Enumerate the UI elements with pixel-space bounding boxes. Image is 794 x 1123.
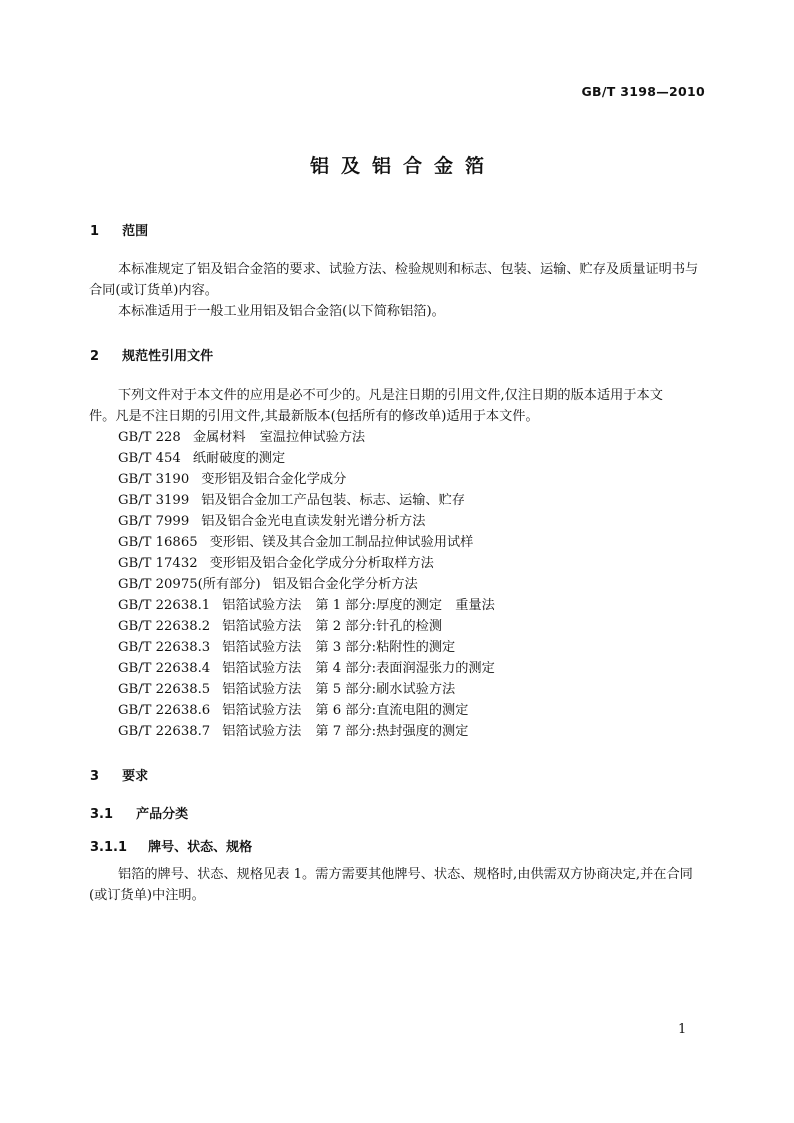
reference-item [118, 532, 487, 553]
reference-item [118, 679, 455, 700]
subsection-3-1-1-heading [90, 836, 252, 855]
reference-code: GB/T 7999 [118, 514, 190, 529]
reference-title: 变形铝及铝合金化学成分分析取样方法 [209, 556, 434, 571]
reference-item [118, 469, 360, 490]
reference-code: GB/T 22638.5 [118, 682, 211, 697]
section-number: 3.1 [90, 807, 114, 822]
reference-subtitle: 第 2 部分:针孔的检测 [315, 619, 443, 634]
reference-title: 铝箔试验方法 [222, 682, 302, 697]
reference-item [118, 574, 432, 595]
section-2-heading [90, 345, 213, 364]
section-number: 3.1.1 [90, 840, 128, 855]
section-title: 牌号、状态、规格 [148, 840, 253, 855]
reference-item [118, 595, 495, 616]
paragraph-line: 下列文件对于本文件的应用是必不可少的。凡是注日期的引用文件,仅注日期的版本适用于本文 [118, 388, 663, 403]
reference-code: GB/T 22638.4 [118, 661, 211, 676]
reference-title: 铝及铝合金化学分析方法 [272, 577, 418, 592]
reference-subtitle: 第 3 部分:粘附性的测定 [315, 640, 456, 655]
reference-item [118, 700, 468, 721]
section-title: 规范性引用文件 [122, 349, 214, 364]
reference-title: 铝箔试验方法 [222, 619, 302, 634]
paragraph-line: 铝箔的牌号、状态、规格见表 1。需方需要其他牌号、状态、规格时,由供需双方协商决定,并在合同 [118, 867, 693, 882]
reference-title: 铝及铝合金光电直读发射光谱分析方法 [201, 514, 426, 529]
reference-title: 铝箔试验方法 [222, 661, 302, 676]
reference-code: GB/T 228 [118, 430, 181, 445]
paragraph-line: 本标准适用于一般工业用铝及铝合金箔(以下简称铝箔)。 [118, 304, 445, 319]
reference-subtitle: 第 4 部分:表面润湿张力的测定 [315, 661, 495, 676]
section-number: 1 [90, 224, 100, 239]
reference-title: 金属材料 [192, 430, 246, 445]
reference-title: 铝箔试验方法 [222, 598, 302, 613]
reference-code: GB/T 22638.3 [118, 640, 211, 655]
paragraph-line: 件。凡是不注日期的引用文件,其最新版本(包括所有的修改单)适用于本文件。 [89, 409, 539, 424]
reference-item [118, 637, 455, 658]
reference-code: GB/T 22638.6 [118, 703, 211, 718]
reference-subtitle: 第 1 部分:厚度的测定 重量法 [315, 598, 495, 613]
reference-subtitle: 第 5 部分:刷水试验方法 [315, 682, 456, 697]
reference-code: GB/T 16865 [118, 535, 198, 550]
reference-item [118, 721, 468, 742]
section-title: 产品分类 [136, 807, 189, 822]
reference-code: GB/T 454 [118, 451, 181, 466]
reference-item [118, 658, 495, 679]
section-title: 要求 [122, 769, 149, 784]
reference-code: GB/T 3199 [118, 493, 190, 508]
document-title: 铝及铝合金箔 [309, 155, 496, 177]
paragraph-line: 合同(或订货单)内容。 [89, 283, 218, 298]
paragraph-line: (或订货单)中注明。 [89, 888, 205, 903]
reference-item [118, 553, 448, 574]
reference-item [118, 490, 479, 511]
section-number: 2 [90, 349, 100, 364]
reference-title: 变形铝、镁及其合金加工制品拉伸试验用试样 [209, 535, 474, 550]
standard-code: GB/T 3198—2010 [581, 84, 705, 99]
reference-title: 铝箔试验方法 [222, 703, 302, 718]
reference-subtitle: 第 6 部分:直流电阻的测定 [315, 703, 469, 718]
reference-title: 铝箔试验方法 [222, 724, 302, 739]
reference-title: 铝及铝合金加工产品包装、标志、运输、贮存 [201, 493, 465, 508]
reference-subtitle: 室温拉伸试验方法 [259, 430, 366, 445]
subsection-3-1-heading [90, 803, 188, 822]
reference-item [118, 448, 299, 469]
page-number: 1 [678, 1022, 687, 1037]
reference-code: GB/T 3190 [118, 472, 190, 487]
reference-item [118, 616, 442, 637]
reference-title: 铝箔试验方法 [222, 640, 302, 655]
reference-code: GB/T 17432 [118, 556, 198, 571]
reference-title: 纸耐破度的测定 [192, 451, 286, 466]
reference-code: GB/T 22638.1 [118, 598, 211, 613]
reference-code: GB/T 22638.2 [118, 619, 211, 634]
reference-item [118, 427, 365, 448]
reference-title: 变形铝及铝合金化学成分 [201, 472, 347, 487]
paragraph-line: 本标准规定了铝及铝合金箔的要求、试验方法、检验规则和标志、包装、运输、贮存及质量证明书与 [118, 262, 699, 277]
reference-code: GB/T 20975(所有部分) [118, 577, 261, 592]
section-3-heading [90, 765, 148, 784]
section-number: 3 [90, 769, 100, 784]
reference-subtitle: 第 7 部分:热封强度的测定 [315, 724, 469, 739]
reference-code: GB/T 22638.7 [118, 724, 211, 739]
section-title: 范围 [122, 224, 149, 239]
section-1-heading [90, 220, 148, 239]
reference-item [118, 511, 439, 532]
